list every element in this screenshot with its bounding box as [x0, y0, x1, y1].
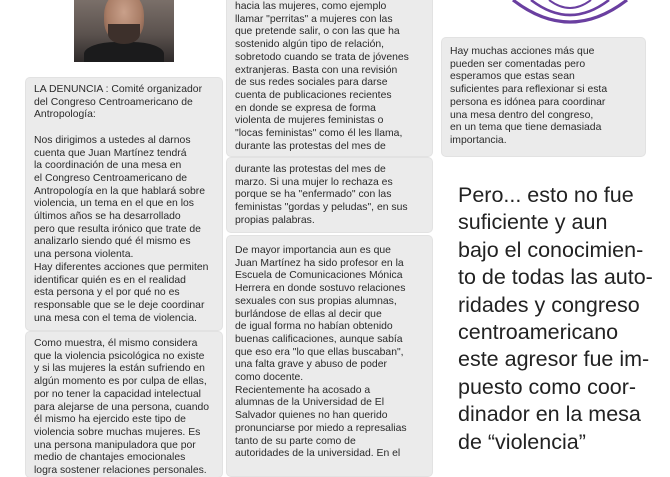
protests-card: durante las protestas del mes de marzo. Si una mujer lo rechaza es porque se ha "enfermado" con las feministas "gordas y peludas", en sus propias palabras. [227, 158, 432, 232]
denuncia-card: LA DENUNCIA : Comité organizador del Congreso Centroamericano de Antropología: Nos dirigimos a ustedes al darnos cuenta que Juan Martínez tendrá la coordinación de una mesa en el Congreso Centroamericano de Antropología en la que hablará sobre violencia, un tema en el que en los últimos años se ha desarrollado pero que resulta irónico que trate de analizarlo siendo qué él mismo es una persona violenta. Hay diferentes acciones que permiten identificar quién es en el realidad esta persona y el por qué no es responsable que se le deje coordinar una mesa con el tema de violencia. [26, 78, 222, 330]
reflection-card: Hay muchas acciones más que pueden ser comentadas pero esperamos que estas sean suficientes para reflexionar si esta persona es idónea para coordinar una mesa dentro del congreso, en un tema que tiene demasiada importancia. [442, 38, 645, 156]
professor-card: De mayor importancia aun es que Juan Martínez ha sido profesor en la Escuela de Comunicaciones Mónica Herrera en donde sostuvo relaciones sexuales con sus propias alumnas, burlándose de ellas al decir que de igual forma no habían obtenido buenas calificaciones, aunque sabía que eso era "lo que ellas buscaban", una falta grave y abuso de poder como docente. Recientemente ha acosado a alumnas de la Universidad de El Salvador quienes no han querido pronunciarse por miedo a represalias tanto de su parte como de autoridades de la universidad. En el [227, 236, 432, 476]
author-photo [74, 0, 174, 62]
purple-arcs-logo-icon [505, 0, 635, 30]
person-photo-icon [84, 42, 164, 62]
psychological-violence-card: Como muestra, él mismo considera que la violencia psicológica no existe y si las mujeres la están sufriendo en algún momento es por culpa de ellas, por no tener la capacidad intelectual para alejarse de una persona, cuando él mismo ha ejercido este tipo de violencia sobre muchas mujeres. Es una persona manipuladora que por medio de chantajes emocionales logra sostener relaciones personales. [26, 332, 222, 477]
conclusion-text: Pero... esto no fue suficiente y aun bajo el conocimien- to de todas las auto- ridades y congreso centroamericano este agresor fue im- puesto como coor- dinador en la mesa de “violencia” [458, 183, 653, 454]
social-media-card: hacia las mujeres, como ejemplo llamar "perritas" a mujeres con las que pretende salir, o con las que ha sostenido algún tipo de relación, sobretodo cuando se trata de jóvenes extranjeras. Basta con una revisión de sus redes sociales para darse cuenta de publicaciones recientes en donde se expresa de forma violenta de mujeres feministas o "locas feministas" como él les llama, durante las protestas del mes de [227, 0, 432, 156]
photo-beard [108, 24, 140, 44]
